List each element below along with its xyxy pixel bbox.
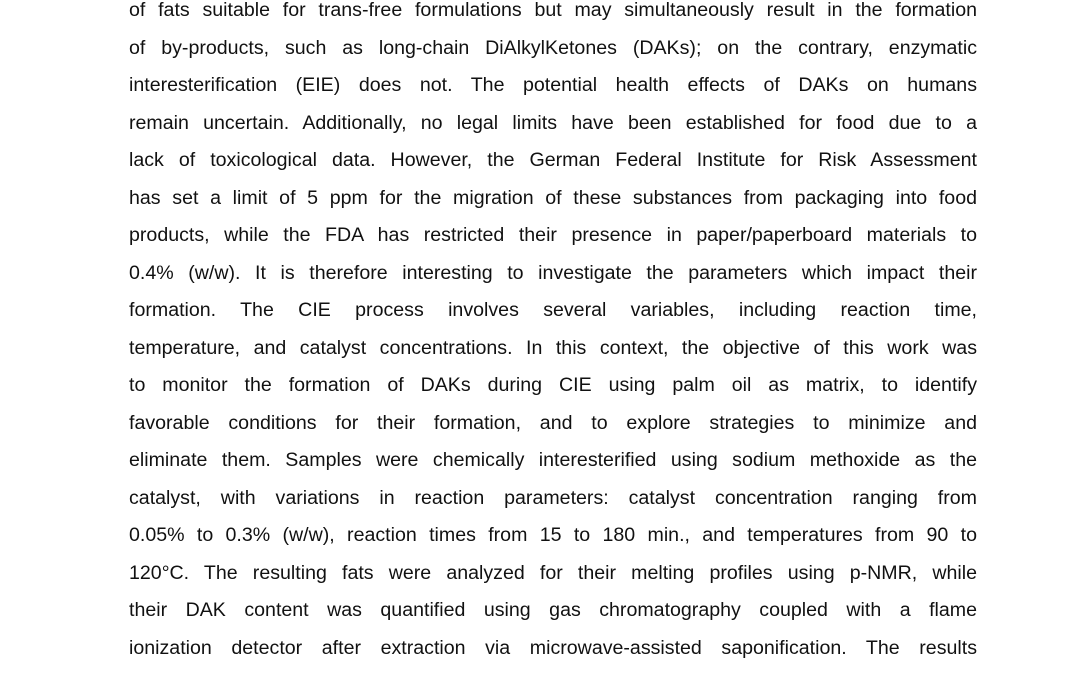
text-line: remain uncertain. Additionally, no legal limits have been established for food due to a (129, 111, 977, 134)
body-paragraph (129, 0, 977, 667)
text-line: favorable conditions for their formation, and to explore strategies to minimize and (129, 411, 977, 434)
text-line: interesterification (EIE) does not. The potential health effects of DAKs on humans (129, 74, 977, 96)
text-line: products, while the FDA has restricted their presence in paper/paperboard materials to (129, 224, 977, 246)
text-line: 120°C. The resulting fats were analyzed for their melting profiles using p-NMR, while (129, 561, 977, 584)
text-line: formation. The CIE process involves several variables, including reaction time, (129, 299, 977, 321)
text-line: temperature, and catalyst concentrations. In this context, the objective of this work was (129, 336, 977, 359)
text-line: eliminate them. Samples were chemically interesterified using sodium methoxide as the (129, 449, 977, 471)
text-line: lack of toxicological data. However, the German Federal Institute for Risk Assessment (129, 149, 977, 171)
text-line: has set a limit of 5 ppm for the migration of these substances from packaging into food (129, 186, 977, 209)
text-line: of by-products, such as long-chain DiAlkylKetones (DAKs); on the contrary, enzymatic (129, 36, 977, 59)
text-line: ionization detector after extraction via microwave-assisted saponification. The results (129, 636, 977, 659)
text-line: of fats suitable for trans-free formulations but may simultaneously result in the formation (129, 0, 977, 21)
text-line: their DAK content was quantified using gas chromatography coupled with a flame (129, 599, 977, 621)
text-line: to monitor the formation of DAKs during CIE using palm oil as matrix, to identify (129, 374, 977, 396)
text-line: catalyst, with variations in reaction parameters: catalyst concentration ranging from (129, 486, 977, 509)
text-line: 0.05% to 0.3% (w/w), reaction times from 15 to 180 min., and temperatures from 90 to (129, 524, 977, 546)
text-line: 0.4% (w/w). It is therefore interesting to investigate the parameters which impact their (129, 261, 977, 284)
